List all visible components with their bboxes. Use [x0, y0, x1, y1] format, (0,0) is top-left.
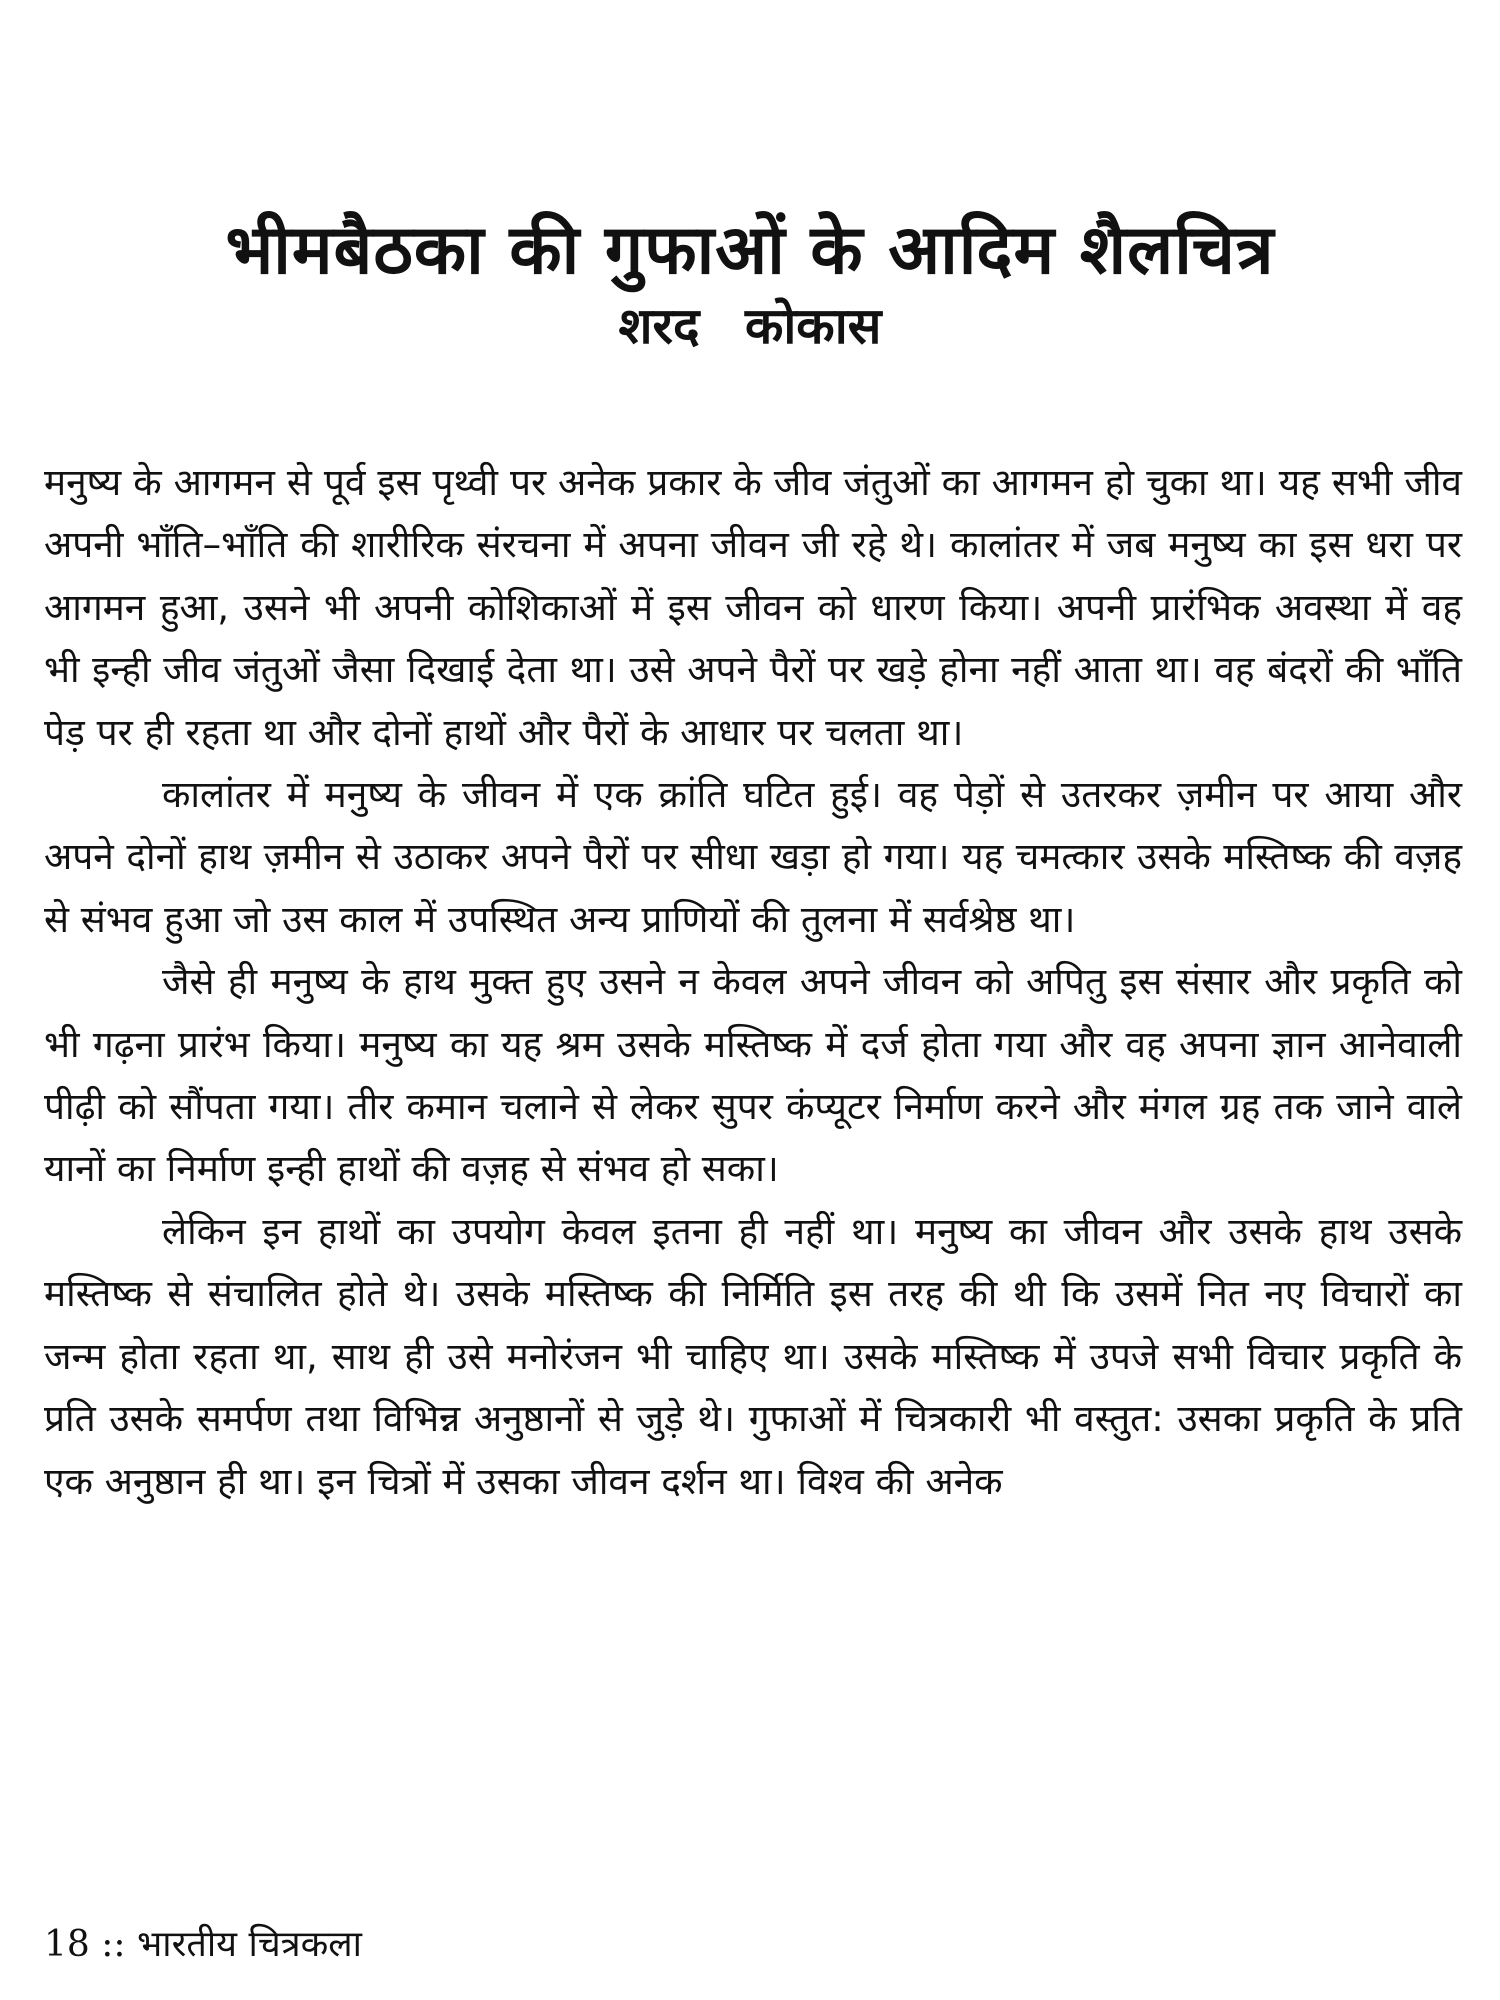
paragraph: जैसे ही मनुष्य के हाथ मुक्त हुए उसने न केवल अपने जीवन को अपितु इस संसार और प्रकृति को भी गढ़ना प्रारंभ किया। मनुष्य का यह श्रम उसके मस्तिष्क में दर्ज होता गया और वह अपना ज्ञान आनेवाली पीढ़ी को सौंपता गया। तीर कमान चलाने से लेकर सुपर कंप्यूटर निर्माण करने और मंगल ग्रह तक जाने वाले यानों का निर्माण इन्ही हाथों की वज़ह से संभव हो सका। [44, 960, 1462, 1191]
author-name: शरद कोकास [618, 297, 882, 355]
paragraph: कालांतर में मनुष्य के जीवन में एक क्रांति घटित हुई। वह पेड़ों से उतरकर ज़मीन पर आया और अपने दोनों हाथ ज़मीन से उठाकर अपने पैरों पर सीधा खड़ा हो गया। यह चमत्कार उसके मस्तिष्क की वज़ह से संभव हुआ जो उस काल में उपस्थित अन्य प्राणियों की तुलना में सर्वश्रेष्ठ था। [44, 773, 1462, 941]
page-title: भीमबैठका की गुफाओं के आदिम शैलचित्र [225, 210, 1275, 290]
page-footer [44, 1918, 362, 1967]
book-title: भारतीय चित्रकला [136, 1924, 362, 1965]
paragraph: लेकिन इन हाथों का उपयोग केवल इतना ही नहीं था। मनुष्य का जीवन और उसके हाथ उसके मस्तिष्क से संचालित होते थे। उसके मस्तिष्क की निर्मिति इस तरह की थी कि उसमें नित नए विचारों का जन्म होता रहता था, साथ ही उसे मनोरंजन भी चाहिए था। उसके मस्तिष्क में उपजे सभी विचार प्रकृति के प्रति उसके समर्पण तथा विभिन्न अनुष्ठानों से जुड़े थे। गुफाओं में चित्रकारी भी वस्तुत: उसका प्रकृति के प्रति एक अनुष्ठान ही था। इन चित्रों में उसका जीवन दर्शन था। विश्व की अनेक [44, 1209, 1462, 1503]
page-number: 18 [44, 1924, 90, 1965]
article-body [44, 452, 1462, 1513]
footer-separator: :: [101, 1924, 126, 1965]
paragraph: मनुष्य के आगमन से पूर्व इस पृथ्वी पर अनेक प्रकार के जीव जंतुओं का आगमन हो चुका था। यह सभी जीव अपनी भाँति–भाँति की शारीरिक संरचना में अपना जीवन जी रहे थे। कालांतर में जब मनुष्य का इस धरा पर आगमन हुआ, उसने भी अपनी कोशिकाओं में इस जीवन को धारण किया। अपनी प्रारंभिक अवस्था में वह भी इन्ही जीव जंतुओं जैसा दिखाई देता था। उसे अपने पैरों पर खड़े होना नहीं आता था। वह बंदरों की भाँति पेड़ पर ही रहता था और दोनों हाथों और पैरों के आधार पर चलता था। [44, 461, 1462, 754]
